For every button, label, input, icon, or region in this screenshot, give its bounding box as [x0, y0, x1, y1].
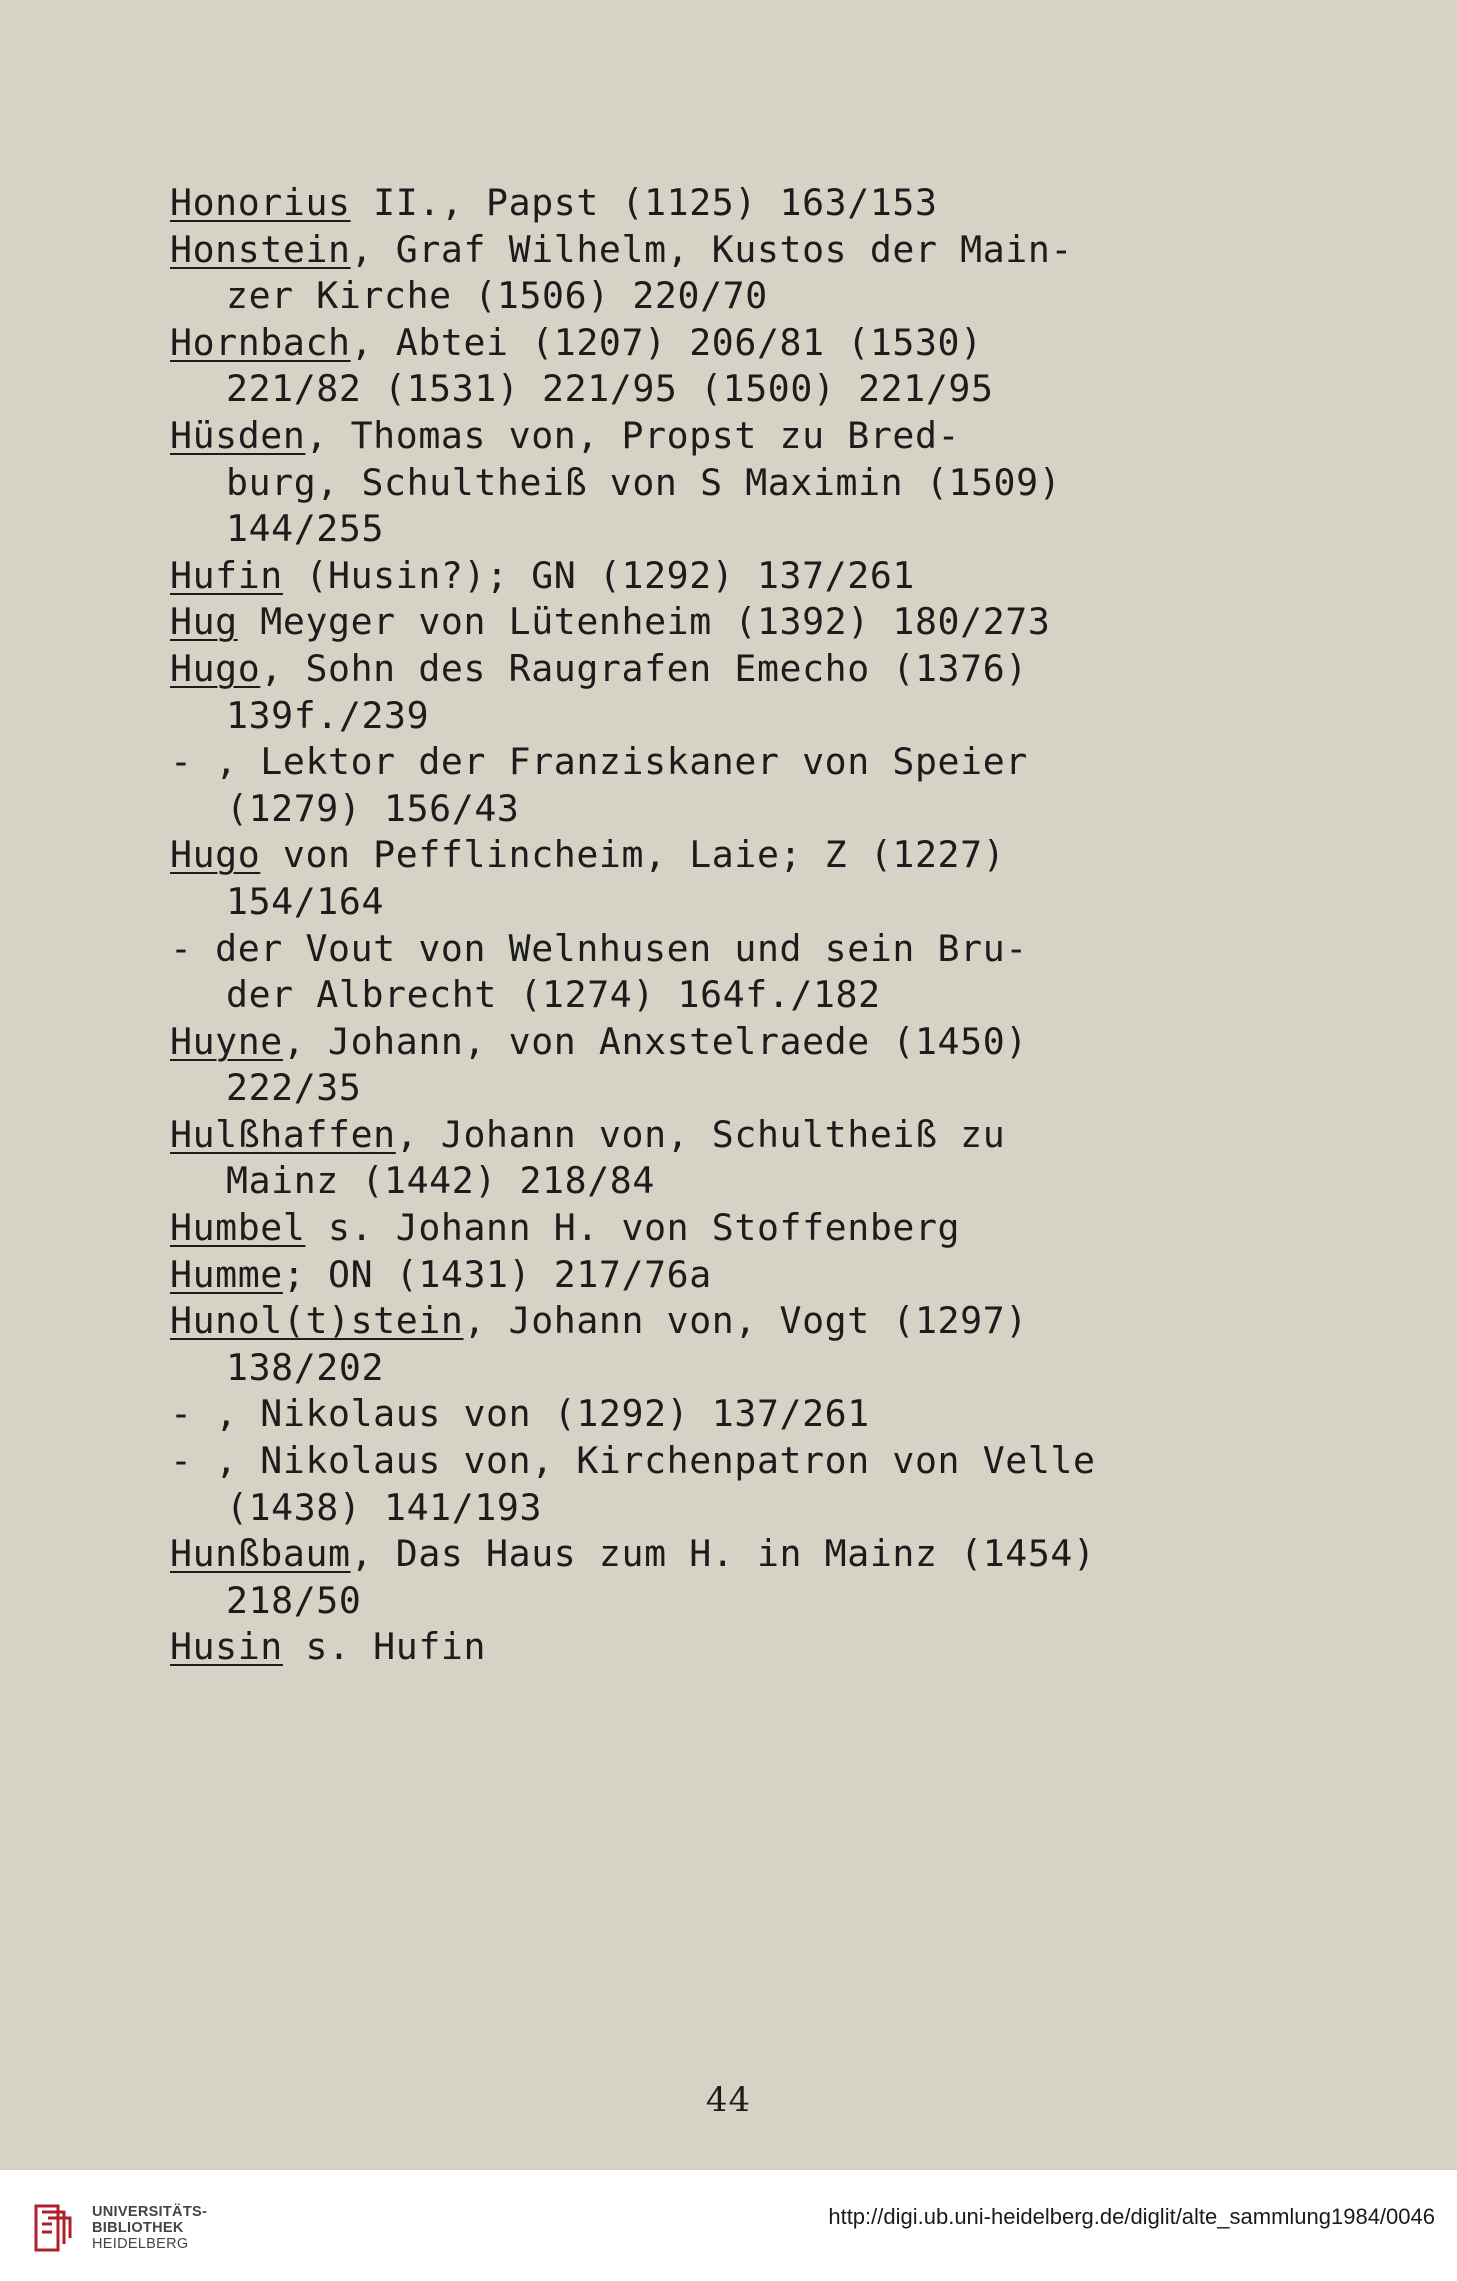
- entry-text: II., Papst (1125) 163/153: [350, 181, 938, 224]
- index-entry-line: [170, 1391, 1320, 1438]
- index-entry-line: [170, 599, 1320, 646]
- index-entry-line: [170, 413, 1320, 460]
- index-entry-line: [170, 786, 1320, 833]
- index-entry-line: [170, 1298, 1320, 1345]
- index-entry-line: [170, 739, 1320, 786]
- entry-headword: Honstein: [170, 227, 351, 271]
- entry-text: - der Vout von Welnhusen und sein Bru-: [170, 926, 1028, 970]
- index-entry-line: [170, 1112, 1320, 1159]
- index-entry-line: [170, 879, 1320, 926]
- entry-text: 221/82 (1531) 221/95 (1500) 221/95: [226, 367, 994, 411]
- entry-text: , Graf Wilhelm, Kustos der Main-: [350, 227, 1074, 271]
- index-entry-line: [170, 1624, 1320, 1671]
- index-entry-line: [170, 972, 1320, 1019]
- entry-text: s. Hufin: [282, 1625, 487, 1669]
- index-entry-line: [170, 1438, 1320, 1485]
- entry-text: , Johann, von Anxstelraede (1450): [282, 1019, 1028, 1063]
- entry-text: 154/164: [226, 879, 385, 923]
- index-entry-line: [170, 1205, 1320, 1252]
- index-entry-line: [170, 1531, 1320, 1578]
- library-name-line1: UNIVERSITÄTS-: [92, 2204, 208, 2220]
- entry-headword: Hug: [170, 600, 238, 644]
- entry-text: burg, Schultheiß von S Maximin (1509): [226, 460, 1062, 504]
- index-entry-line: [170, 320, 1320, 367]
- page-number: 44: [705, 2080, 752, 2120]
- entry-text: , Johann von, Schultheiß zu: [395, 1112, 1006, 1156]
- index-entry-line: [170, 460, 1320, 507]
- entry-text: s. Johann H. von Stoffenberg: [305, 1206, 961, 1250]
- entry-text: zer Kirche (1506) 220/70: [226, 274, 768, 318]
- entry-headword: Humbel: [170, 1206, 306, 1250]
- entry-headword: Hunol(t)stein: [170, 1299, 464, 1343]
- entry-text: , Abtei (1207) 206/81 (1530): [350, 320, 983, 364]
- entry-text: Meyger von Lütenheim (1392) 180/273: [237, 600, 1051, 644]
- index-entry-line: [170, 1252, 1320, 1299]
- entry-text: , Johann von, Vogt (1297): [463, 1299, 1028, 1343]
- entry-text: 139f./239: [226, 693, 430, 737]
- index-entry-line: [170, 506, 1320, 553]
- library-name-line3: HEIDELBERG: [92, 2236, 189, 2252]
- entry-headword: Husin: [170, 1625, 283, 1669]
- index-entry-line: [170, 693, 1320, 740]
- library-name-line2: BIBLIOTHEK: [92, 2220, 184, 2236]
- entry-text: - , Lektor der Franziskaner von Speier: [170, 740, 1028, 784]
- entry-text: (1279) 156/43: [226, 786, 520, 830]
- entry-headword: Hüsden: [170, 413, 306, 457]
- index-entry-line: [170, 1158, 1320, 1205]
- index-entry-line: [170, 1485, 1320, 1532]
- entry-text: ; ON (1431) 217/76a: [282, 1252, 712, 1296]
- entry-text: - , Nikolaus von (1292) 137/261: [170, 1392, 870, 1436]
- index-entries: [170, 180, 1320, 1671]
- entry-text: 222/35: [226, 1066, 362, 1110]
- index-entry-line: [170, 832, 1320, 879]
- entry-headword: Hugo: [170, 646, 261, 690]
- index-entry-line: [170, 1345, 1320, 1392]
- entry-text: , Das Haus zum H. in Mainz (1454): [350, 1532, 1096, 1576]
- entry-text: Mainz (1442) 218/84: [226, 1159, 655, 1203]
- index-entry-line: [170, 1019, 1320, 1066]
- index-entry-line: [170, 180, 1320, 227]
- entry-headword: Hugo: [170, 833, 261, 877]
- source-url-link[interactable]: http://digi.ub.uni-heidelberg.de/diglit/alte_sammlung1984/0046: [828, 2204, 1435, 2229]
- library-logo-icon[interactable]: [30, 2200, 80, 2258]
- entry-text: , Thomas von, Propst zu Bred-: [305, 413, 961, 457]
- index-entry-line: [170, 273, 1320, 320]
- entry-text: 218/50: [226, 1578, 362, 1622]
- entry-headword: Hornbach: [170, 320, 351, 364]
- library-name[interactable]: [92, 2204, 207, 2252]
- index-entry-line: [170, 227, 1320, 274]
- entry-text: von Pefflincheim, Laie; Z (1227): [260, 833, 1006, 877]
- entry-text: 144/255: [226, 507, 385, 551]
- index-entry-line: [170, 1578, 1320, 1625]
- entry-text: (1438) 141/193: [226, 1485, 543, 1529]
- entry-headword: Huyne: [170, 1019, 283, 1063]
- index-entry-line: [170, 926, 1320, 973]
- entry-headword: Humme: [170, 1252, 283, 1296]
- index-entry-line: [170, 1065, 1320, 1112]
- index-entry-line: [170, 646, 1320, 693]
- entry-text: 138/202: [226, 1345, 385, 1389]
- entry-headword: Hufin: [170, 553, 283, 597]
- entry-headword: Hulßhaffen: [170, 1112, 396, 1156]
- entry-text: , Sohn des Raugrafen Emecho (1376): [260, 646, 1028, 690]
- entry-text: der Albrecht (1274) 164f./182: [226, 973, 881, 1017]
- index-entry-line: [170, 366, 1320, 413]
- entry-text: - , Nikolaus von, Kirchenpatron von Velle: [170, 1439, 1096, 1483]
- entry-headword: Hunßbaum: [170, 1532, 351, 1576]
- index-entry-line: [170, 553, 1320, 600]
- footer-bar: [0, 2170, 1457, 2281]
- entry-text: (Husin?); GN (1292) 137/261: [282, 553, 915, 597]
- entry-headword: Honorius: [170, 181, 351, 224]
